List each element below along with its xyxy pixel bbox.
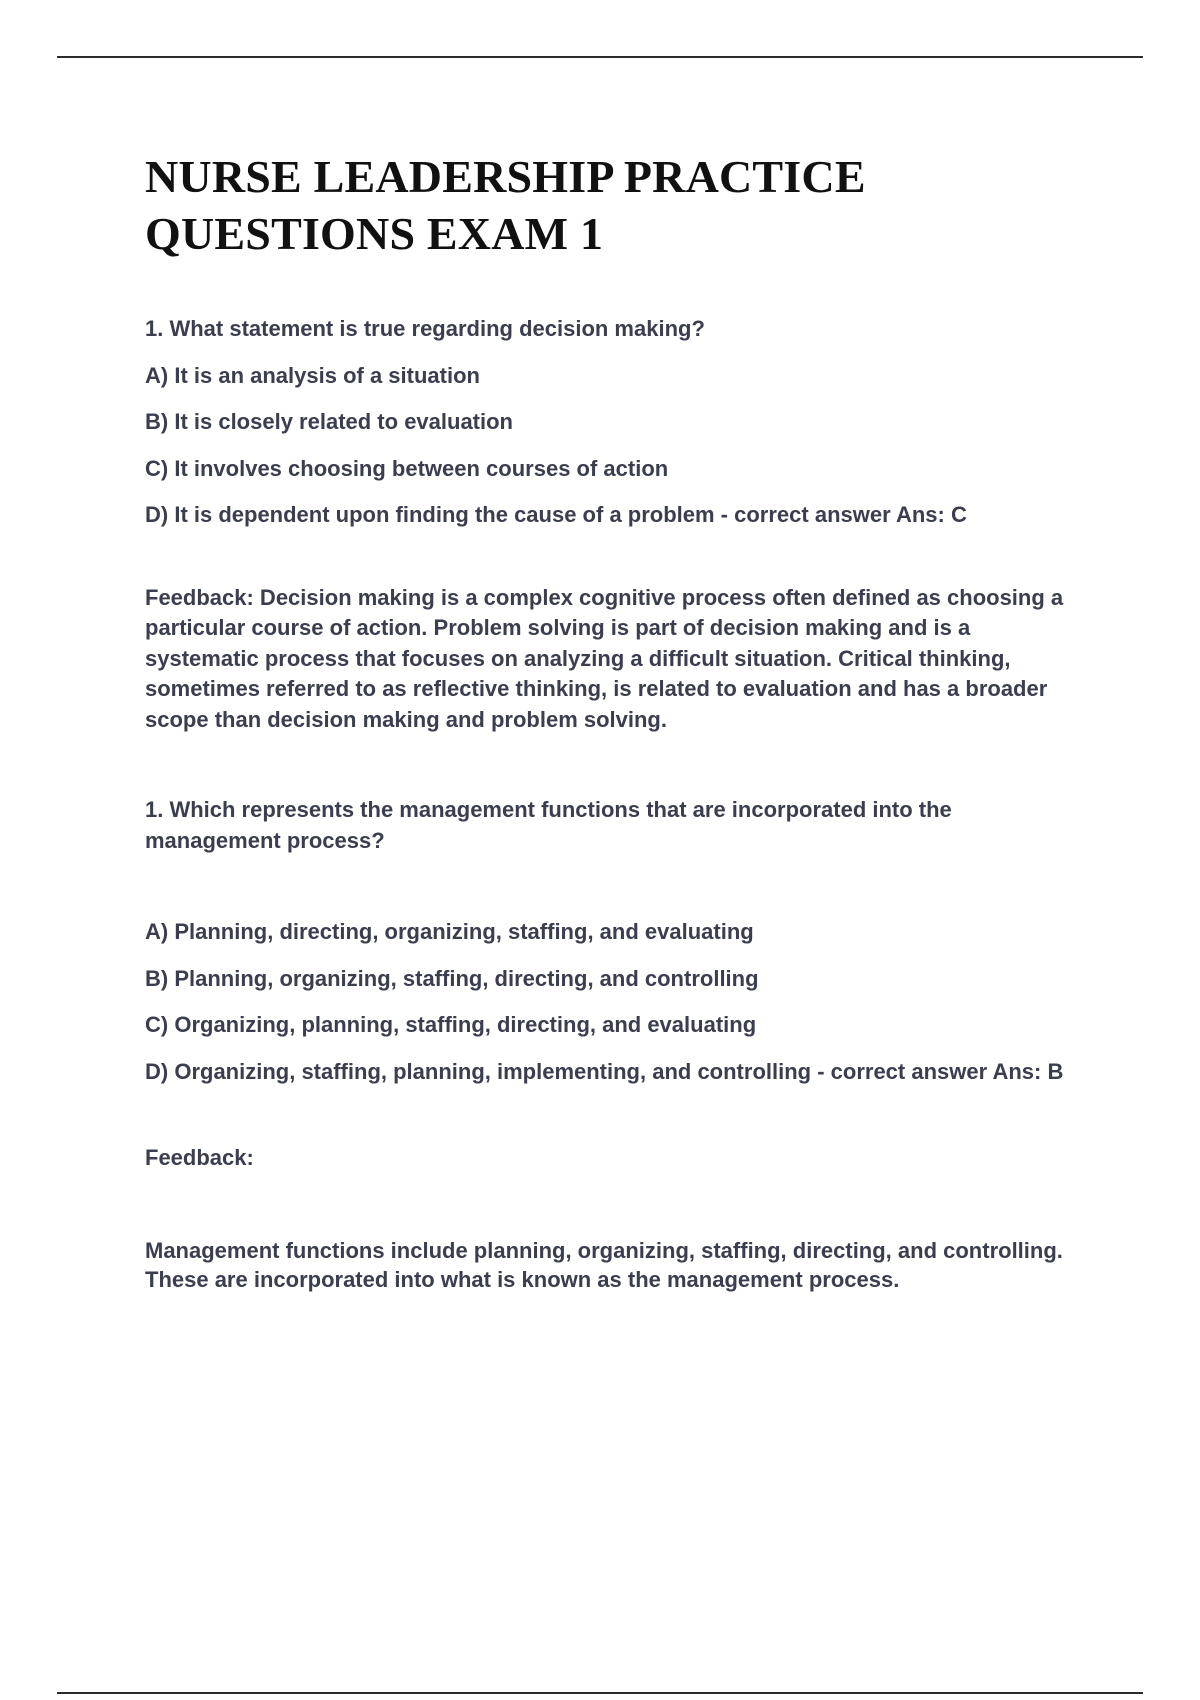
option-c: C) Organizing, planning, staffing, directing, and evaluating xyxy=(145,1012,757,1037)
top-rule xyxy=(57,56,1143,58)
option-b: B) Planning, organizing, staffing, directing, and controlling xyxy=(145,965,759,991)
feedback-heading: Feedback: xyxy=(145,1145,254,1170)
option-a: A) Planning, directing, organizing, staffing, and evaluating xyxy=(145,919,754,944)
question-block-2 xyxy=(145,795,1085,1294)
option-a: A) It is an analysis of a situation xyxy=(145,362,480,388)
question-text: 1. Which represents the management functions that are incorporated into the management process? xyxy=(145,797,952,853)
option-b: B) It is closely related to evaluation xyxy=(145,409,513,434)
title-line-1: NURSE LEADERSHIP PRACTICE xyxy=(145,151,866,202)
question-block-1 xyxy=(145,314,1085,735)
question-text: 1. What statement is true regarding decision making? xyxy=(145,316,705,341)
bottom-rule xyxy=(57,1692,1143,1694)
document-title xyxy=(145,148,1085,262)
option-d: D) Organizing, staffing, planning, implementing, and controlling - correct answer Ans: B xyxy=(145,1058,1064,1084)
option-c: C) It involves choosing between courses of action xyxy=(145,455,669,481)
document-body xyxy=(145,148,1085,1294)
option-d: D) It is dependent upon finding the cause of a problem - correct answer Ans: C xyxy=(145,502,967,527)
feedback-text: Management functions include planning, organizing, staffing, directing, and controlling. These are incorporated into what is known as the management process. xyxy=(145,1237,1063,1292)
title-line-2: QUESTIONS EXAM 1 xyxy=(145,208,604,259)
feedback-text: Feedback: Decision making is a complex cognitive process often defined as choosing a particular course of action. Problem solving is part of decision making and is a systematic process that focuses on analyzing a difficult situation. Critical thinking, sometimes referred to as reflective thinking, is related to evaluation and has a broader scope than decision making and problem solving. xyxy=(145,584,1064,732)
